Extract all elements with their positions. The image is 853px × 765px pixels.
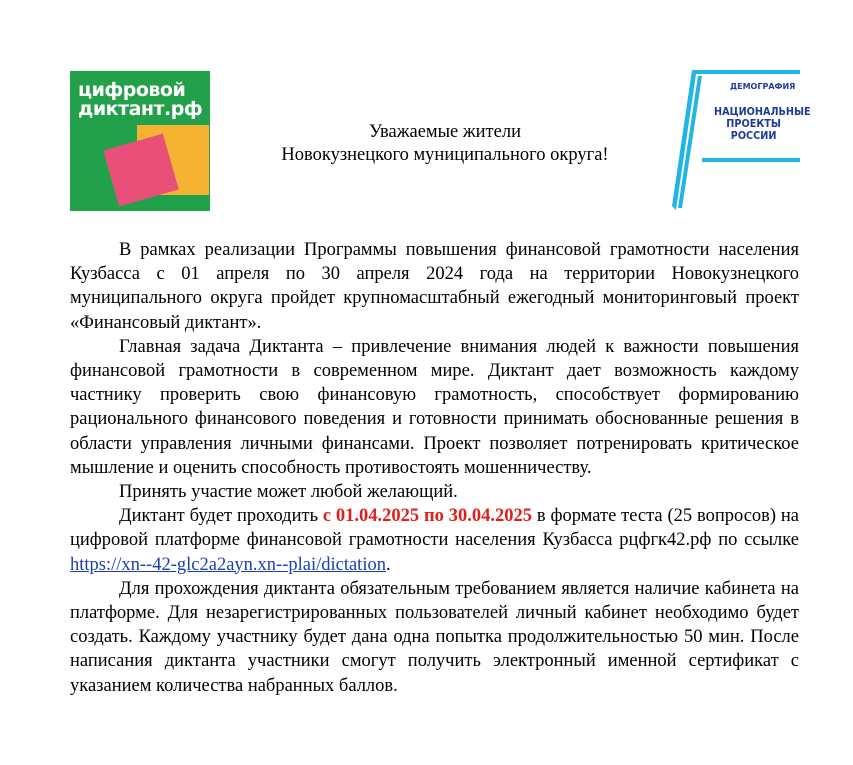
logo-line-1: цифровой	[78, 79, 186, 101]
np-line-1: НАЦИОНАЛЬНЫЕ	[714, 105, 811, 118]
dates-end-text: .	[385, 554, 391, 575]
paragraph-participation: Принять участие может любой желающий.	[119, 482, 458, 503]
logo-text	[78, 81, 202, 119]
paragraph-main-goal: Главная задача Диктанта – привлечение внимания людей к важности повышения финансовой грамотности в современном мире. Диктант дает возможность каждому частнику проверить свою финансовую грамотность, способствует формированию рационального финансового поведения и готовности принимать обоснованные решения в области управления личными финансами. Проект позволяет потренировать критическое мышление и оценить способность противостоять мошенничеству.	[70, 336, 799, 478]
national-projects-logo	[672, 70, 811, 210]
digital-dictation-logo	[70, 71, 210, 211]
greeting-line-2: Новокузнецкого муниципального округа!	[281, 145, 609, 165]
dictation-link[interactable]: https://xn--42-glc2a2ayn.xn--plai/dictation	[70, 554, 386, 575]
paragraph-dates-format	[70, 504, 799, 577]
logo-national-projects-text	[714, 105, 811, 142]
dictation-dates: с 01.04.2025 по 30.04.2025	[322, 506, 533, 527]
dates-intro-text: Диктант будет проходить	[119, 506, 323, 527]
logo-category-text: ДЕМОГРАФИЯ	[730, 82, 796, 91]
logo-line-2: диктант.рф	[78, 98, 203, 120]
np-line-2: ПРОЕКТЫ	[726, 117, 781, 130]
np-line-3: РОССИИ	[730, 129, 777, 142]
greeting	[225, 121, 665, 167]
announcement-body	[70, 238, 799, 698]
greeting-line-1: Уважаемые жители	[368, 122, 521, 142]
paragraph-requirements: Для прохождения диктанта обязательным требованием является наличие кабинета на платформе. Для незарегистрированных пользователей личный кабинет необходимо будет создать. Каждому участнику будет дана одна попытка продолжительностью 50 мин. После написания диктанта участники смогут получить электронный именной сертификат с указанием количества набранных баллов.	[70, 578, 799, 696]
paragraph-program-intro: В рамках реализации Программы повышения финансовой грамотности населения Кузбасса с 01 апреля по 30 апреля 2024 года на территории Новокузнецкого муниципального округа пройдет крупномасштабный ежегодный мониторинговый проект «Финансовый диктант».	[70, 240, 799, 333]
dates-format-text: в формате теста (25 вопросов) на цифровой платформе финансовой грамотности населения Кузбасса рцфгк42.рф по ссылке	[70, 506, 800, 551]
